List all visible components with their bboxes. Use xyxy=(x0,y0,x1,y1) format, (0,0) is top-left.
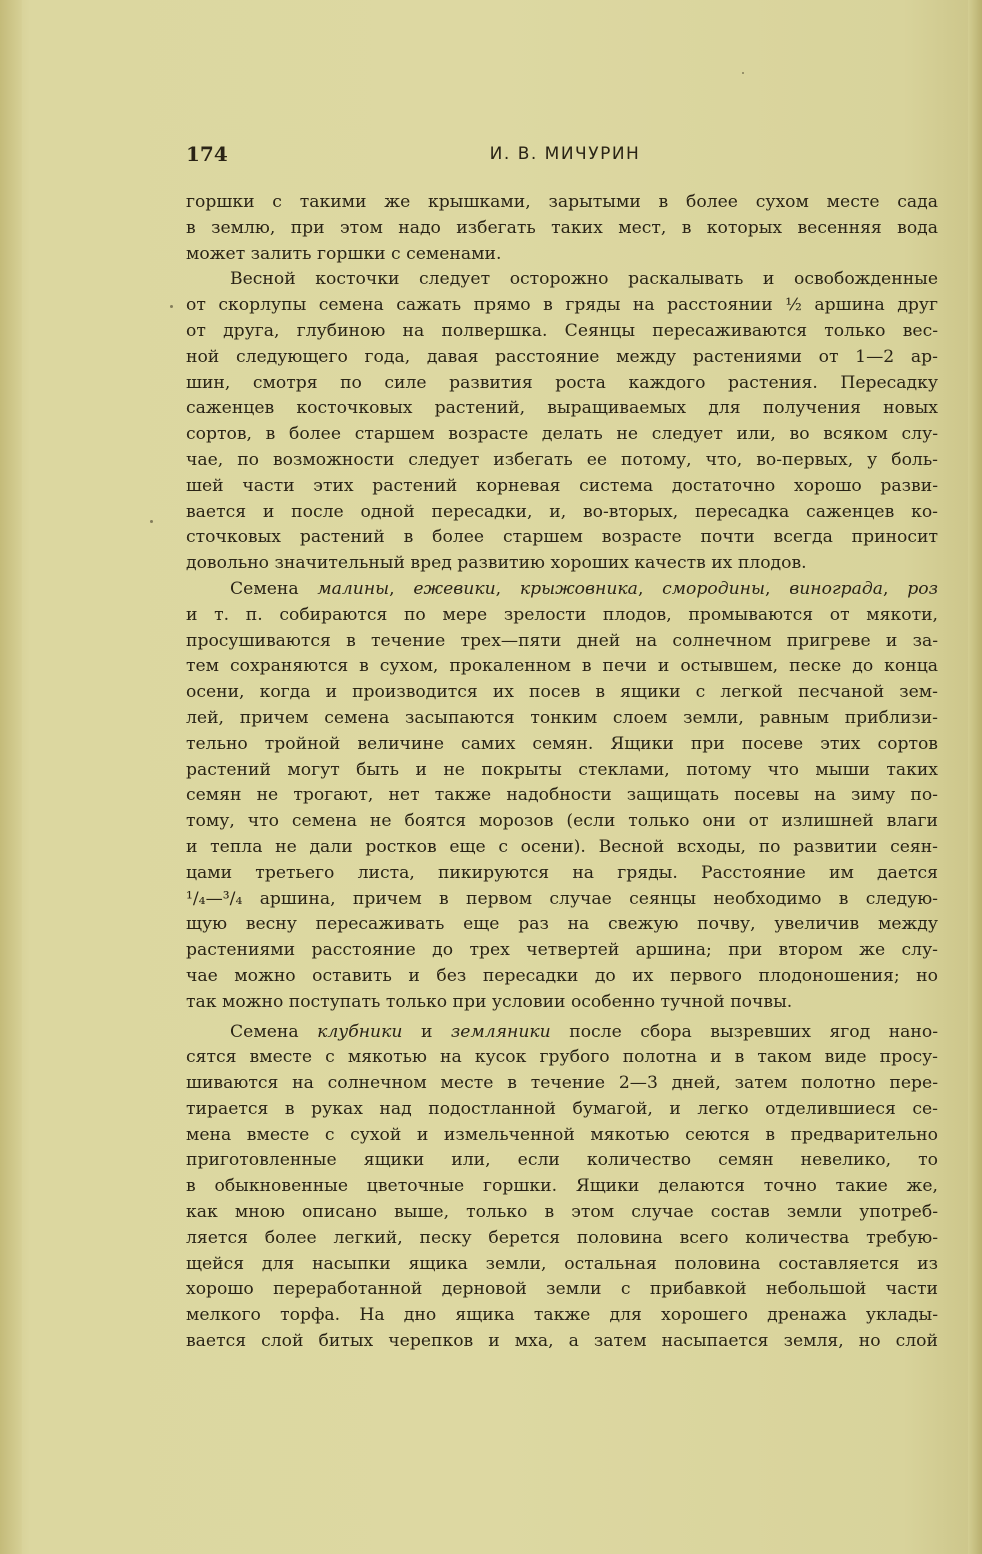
text-line: мелкого торфа. На дно ящика также для хорошего дренажа уклады- xyxy=(186,1305,938,1326)
page-header xyxy=(186,142,938,172)
italic-smorodina: смородины xyxy=(662,578,765,599)
text-line: и тепла не дали ростков еще с осени). Весной всходы, по развитии сеян- xyxy=(186,836,938,857)
fraction: ¹/₄—³/₄ xyxy=(186,888,243,909)
text-line: вается и после одной пересадки, и, во-вторых, пересадка саженцев ко- xyxy=(186,501,938,522)
text-line: чае можно оставить и без пересадки до их первого плодоношения; но xyxy=(186,965,938,986)
text-line: в обыкновенные цветочные горшки. Ящики делаются точно такие же, xyxy=(186,1176,938,1197)
text-line: тем сохраняются в сухом, прокаленном в печи и остывшем, песке до конца xyxy=(186,656,938,677)
italic-malina: малины xyxy=(317,578,390,599)
text-line: щейся для насыпки ящика земли, остальная половина составляется из xyxy=(186,1253,938,1274)
speck xyxy=(742,72,744,74)
text-line: тельно тройной величине самих семян. Ящики при посеве этих сортов xyxy=(186,733,938,754)
text-line: сточковых растений в более старшем возрасте почти всегда приносит xyxy=(186,527,938,548)
text-line-strawberry xyxy=(186,1020,938,1046)
text-line: в землю, при этом надо избегать таких мест, в которых весенняя вода xyxy=(186,217,938,238)
italic-vinograd: винограда xyxy=(789,578,884,599)
text-line: Весной косточки следует осторожно раскалывать и освобожденные xyxy=(230,269,938,290)
text-line: лей, причем семена засыпаются тонким слоем земли, равным приблизи- xyxy=(186,707,938,728)
text-line: семян не трогают, нет также надобности защищать посевы на зиму по- xyxy=(186,785,938,806)
text-line: горшки с такими же крышками, зарытыми в более сухом месте сада xyxy=(186,192,938,212)
text-line: и т. п. собираются по мере зрелости плодов, промываются от мякоти, xyxy=(186,604,938,625)
speck xyxy=(170,305,173,308)
page-right-edge xyxy=(968,0,982,1554)
text-line: осени, когда и производится их посев в ящики с легкой песчаной зем- xyxy=(186,682,938,703)
text-line: от скорлупы семена сажать прямо в гряды на расстоянии ½ аршина друг xyxy=(186,295,938,316)
italic-ezhevika: ежевики xyxy=(413,578,496,599)
text-line: растениями расстояние до трех четвертей аршина; при втором же слу- xyxy=(186,940,938,961)
text-line: цами третьего листа, пикируются на гряды. Расстояние им дается xyxy=(186,862,938,883)
text-line: хорошо переработанной дерновой земли с прибавкой небольшой части xyxy=(186,1279,938,1300)
text-line: мена вместе с сухой и измельченной мякотью сеются в предварительно xyxy=(186,1124,938,1145)
strawberry-rest: после сбора вызревших ягод нано- xyxy=(569,1021,938,1042)
italic-kryzhovnik: крыжовника xyxy=(519,578,638,599)
word-semena: Семена xyxy=(230,578,299,599)
running-title: И. В. МИЧУРИН xyxy=(489,144,641,164)
text-line: так можно поступать только при условии особенно тучной почвы. xyxy=(186,991,793,1012)
text-line: тому, что семена не боятся морозов (если только они от излишней влаги xyxy=(186,811,938,832)
body-text xyxy=(186,190,938,1355)
text-line: чае, по возможности следует избегать ее потому, что, во-первых, у боль- xyxy=(186,449,938,470)
text-line: ной следующего года, давая расстояние между растениями от 1—2 ар- xyxy=(186,346,938,367)
text-line: от друга, глубиною на полвершка. Сеянцы пересаживаются только вес- xyxy=(186,320,938,341)
word-semena-2: Семена xyxy=(230,1021,299,1042)
text-line: шиваются на солнечном месте в течение 2—3 дней, затем полотно пере- xyxy=(186,1073,938,1094)
text-line: ляется более легкий, песку берется половина всего количества требую- xyxy=(186,1227,938,1248)
text-line: шин, смотря по силе развития роста каждого растения. Пересадку xyxy=(186,372,938,393)
text-line: вается слой битых черепков и мха, а затем насыпается земля, но слой xyxy=(186,1331,938,1352)
italic-roz: роз xyxy=(907,578,938,599)
text-line: сятся вместе с мякотью на кусок грубого полотна и в таком виде просу- xyxy=(186,1047,938,1068)
text-line-species: Семена малины, ежевики, крыжовника, смородины, винограда, роз xyxy=(230,578,938,599)
text-line: саженцев косточковых растений, выращиваемых для получения новых xyxy=(186,398,938,419)
fraction-rest: аршина, причем в первом случае сеянцы необходимо в следую- xyxy=(259,888,938,909)
word-i: и xyxy=(420,1021,433,1042)
text-line: приготовленные ящики или, если количество семян невелико, то xyxy=(186,1150,938,1171)
page-left-edge xyxy=(0,0,22,1554)
text-line-fraction xyxy=(186,887,938,913)
text-line: тирается в руках над подостланной бумагой, и легко отделившиеся се- xyxy=(186,1098,938,1119)
text-line: довольно значительный вред развитию хороших качеств их плодов. xyxy=(186,553,807,574)
text-line: может залить горшки с семенами. xyxy=(186,243,502,264)
speck xyxy=(150,520,153,523)
italic-klubnika: клубники xyxy=(317,1021,403,1042)
text-line: щую весну пересаживать еще раз на свежую почву, увеличив между xyxy=(186,914,938,935)
italic-zemlyanika: земляники xyxy=(450,1021,551,1042)
page-number: 174 xyxy=(186,142,228,166)
text-line: шей части этих растений корневая система достаточно хорошо разви- xyxy=(186,475,938,496)
text-line: как мною описано выше, только в этом случае состав земли употреб- xyxy=(186,1202,938,1223)
text-line: сортов, в более старшем возрасте делать не следует или, во всяком слу- xyxy=(186,424,938,445)
text-line: просушиваются в течение трех—пяти дней на солнечном пригреве и за- xyxy=(186,630,938,651)
text-line: растений могут быть и не покрыты стеклами, потому что мыши таких xyxy=(186,759,938,780)
